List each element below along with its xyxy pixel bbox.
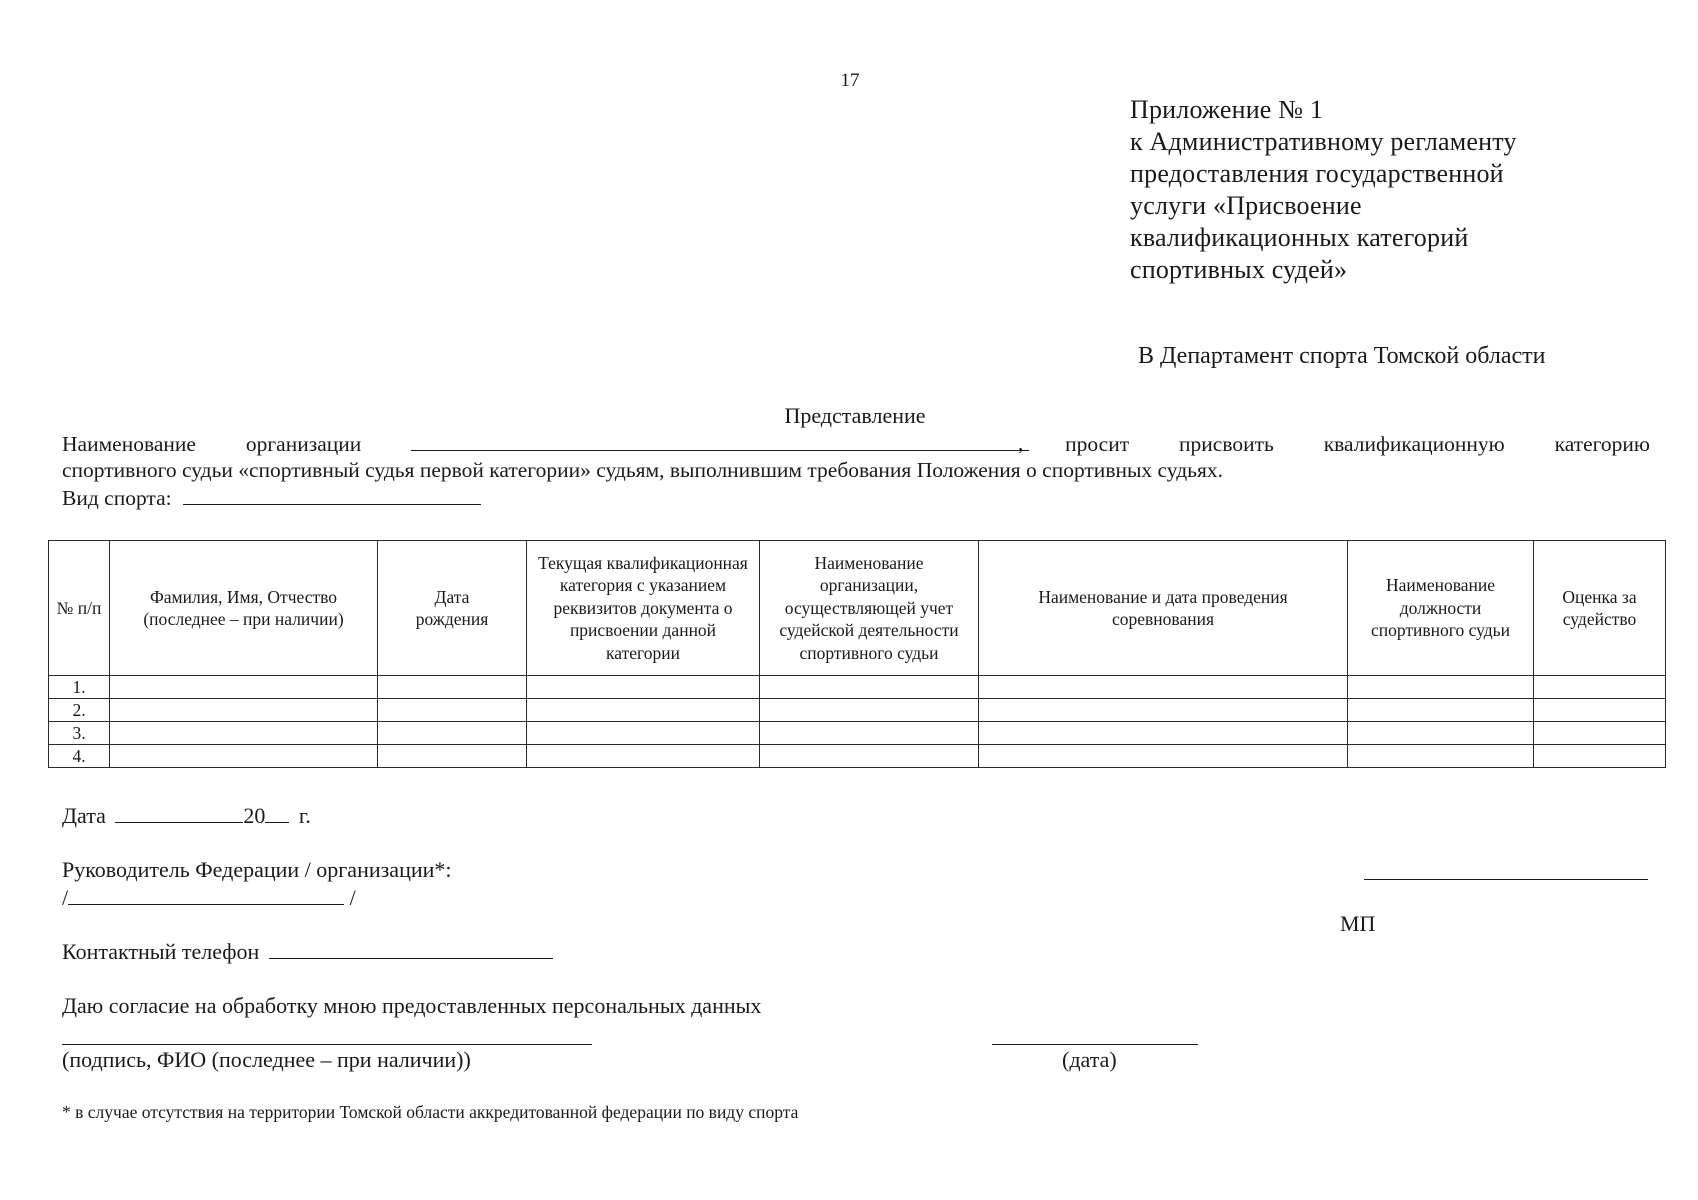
year-field[interactable] [265, 802, 289, 823]
phone-line [62, 938, 553, 965]
table-cell[interactable] [979, 699, 1348, 722]
col-header-rating: Оценка за судейство [1534, 541, 1666, 676]
table-cell[interactable] [1534, 699, 1666, 722]
appendix-line: к Административному регламенту [1130, 127, 1517, 156]
appendix-line: услуги «Присвоение [1130, 191, 1362, 220]
col-header-competition: Наименование и дата проведения соревнования [979, 541, 1348, 676]
org-label-word: организации [245, 432, 362, 456]
table-cell[interactable] [110, 699, 378, 722]
organization-name-field[interactable] [411, 430, 1029, 451]
col-header-birthdate: Дата рождения [378, 541, 527, 676]
year-prefix: 20 [243, 803, 266, 828]
appendix-line: квалификационных категорий [1130, 223, 1469, 252]
row-number: 2. [49, 699, 110, 722]
appendix-line: предоставления государственной [1130, 159, 1504, 188]
appendix-line: спортивных судей» [1130, 255, 1348, 284]
table-cell[interactable] [1534, 676, 1666, 699]
table-cell[interactable] [378, 699, 527, 722]
judges-table [48, 540, 1666, 768]
date-label: Дата [62, 803, 106, 828]
signature-caption: (подпись, ФИО (последнее – при наличии)) [62, 1047, 471, 1072]
col-header-position: Наименование должности спортивного судьи [1348, 541, 1534, 676]
table-cell[interactable] [979, 676, 1348, 699]
organization-line [62, 430, 1650, 458]
consent-signature-line[interactable] [62, 1044, 592, 1045]
table-cell[interactable] [110, 722, 378, 745]
table-cell[interactable] [1348, 722, 1534, 745]
consent-date-line[interactable] [992, 1044, 1198, 1045]
document-title: Представление [784, 403, 926, 428]
table-cell[interactable] [110, 745, 378, 768]
row-number: 1. [49, 676, 110, 699]
sport-field[interactable] [183, 484, 481, 505]
date-caption: (дата) [1062, 1047, 1117, 1072]
head-signature-line[interactable] [1364, 879, 1648, 880]
table-row [49, 722, 1666, 745]
comma: , [1018, 431, 1024, 455]
table-cell[interactable] [1534, 722, 1666, 745]
footnote: * в случае отсутствия на территории Томской области аккредитованной федерации по виду спорта [62, 1102, 799, 1122]
row-number: 4. [49, 745, 110, 768]
head-label: Руководитель Федерации / организации*: [62, 857, 452, 882]
table-row [49, 745, 1666, 768]
date-field[interactable] [115, 802, 243, 823]
table-cell[interactable] [527, 745, 760, 768]
request-text: спортивного судьи «спортивный судья первой категории» судьям, выполнившим требования Положения о спортивных судьях. [62, 458, 1223, 482]
table-cell[interactable] [110, 676, 378, 699]
table-row [49, 676, 1666, 699]
appendix-header [1130, 94, 1517, 286]
col-header-organization: Наименование организации, осуществляющей учет судейской деятельности спортивного судьи [760, 541, 979, 676]
table-cell[interactable] [1348, 745, 1534, 768]
stamp-placeholder: МП [1340, 911, 1376, 936]
page-number: 17 [840, 70, 860, 91]
sport-line [62, 484, 1650, 512]
table-cell[interactable] [378, 745, 527, 768]
slash-open: / [62, 885, 69, 910]
table-cell[interactable] [527, 676, 760, 699]
consent-text: Даю согласие на обработку мною предоставленных персональных данных [62, 993, 762, 1018]
col-header-category: Текущая квалификационная категория с указанием реквизитов документа о присвоении данной категории [527, 541, 760, 676]
table-cell[interactable] [979, 722, 1348, 745]
table-cell[interactable] [760, 676, 979, 699]
appendix-line: Приложение № 1 [1130, 95, 1324, 124]
phone-field[interactable] [269, 938, 553, 959]
request-word: категорию [1554, 432, 1650, 456]
row-number: 3. [49, 722, 110, 745]
table-cell[interactable] [760, 722, 979, 745]
date-line [62, 802, 311, 829]
table-row [49, 699, 1666, 722]
table-cell[interactable] [979, 745, 1348, 768]
year-suffix: г. [298, 803, 311, 828]
table-cell[interactable] [378, 722, 527, 745]
table-cell[interactable] [527, 722, 760, 745]
slash-close: / [349, 885, 356, 910]
head-name-line [62, 884, 356, 911]
head-name-field[interactable] [68, 884, 344, 905]
table-cell[interactable] [760, 699, 979, 722]
col-header-fullname: Фамилия, Имя, Отчество (последнее – при наличии) [110, 541, 378, 676]
request-word: просит [1065, 432, 1130, 456]
table-cell[interactable] [1348, 699, 1534, 722]
recipient: В Департамент спорта Томской области [1138, 343, 1546, 369]
table-cell[interactable] [378, 676, 527, 699]
table-cell[interactable] [760, 745, 979, 768]
phone-label: Контактный телефон [62, 939, 260, 964]
org-label-word: Наименование [62, 432, 196, 456]
request-word: присвоить [1179, 432, 1274, 456]
request-word: квалификационную [1323, 432, 1505, 456]
table-cell[interactable] [1348, 676, 1534, 699]
col-header-number: № п/п [49, 541, 110, 676]
sport-label: Вид спорта: [62, 486, 172, 510]
table-cell[interactable] [1534, 745, 1666, 768]
table-cell[interactable] [527, 699, 760, 722]
table-header-row [49, 541, 1666, 676]
